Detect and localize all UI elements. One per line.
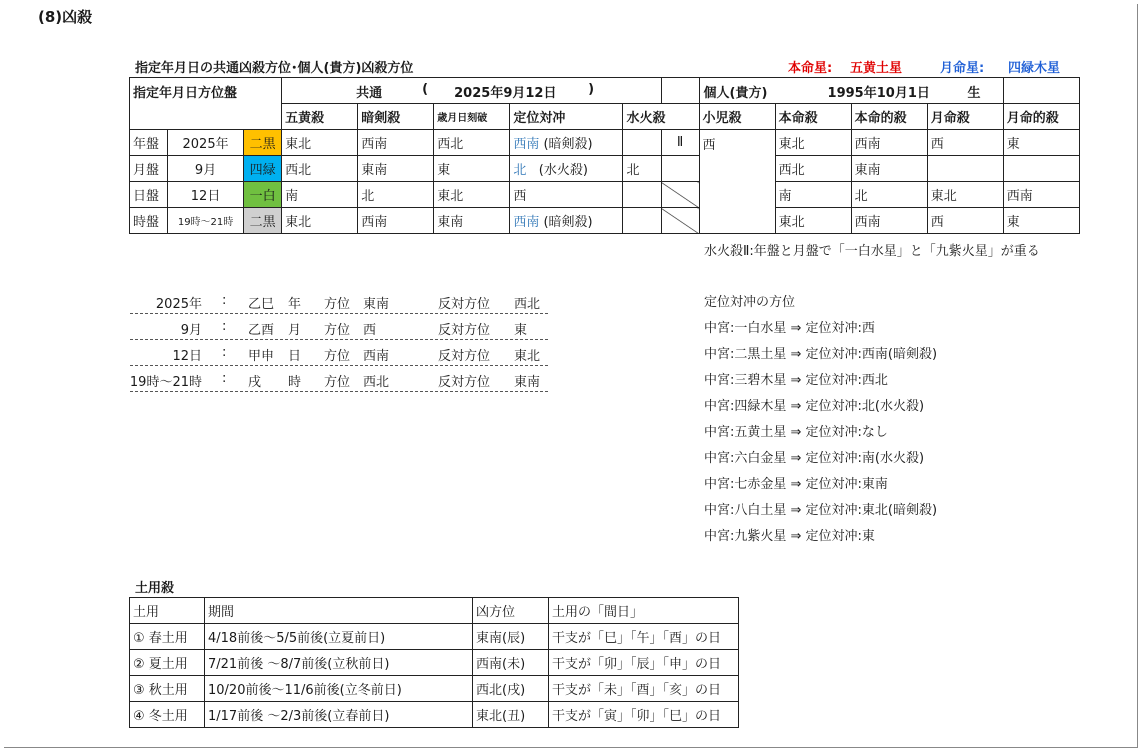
saigetsuha-cell: 東南 xyxy=(434,208,510,234)
doyo-header-row xyxy=(130,598,739,624)
teii-list-item: 中宮:六白金星 ⇒ 定位対冲:南(水火殺) xyxy=(704,451,925,466)
suika-cell xyxy=(623,130,661,156)
honmeitekisatsu-cell: 東南 xyxy=(851,156,927,182)
direction-colon: : xyxy=(222,293,227,308)
personal-birth-suffix: 生 xyxy=(967,86,981,101)
ankensatsu-cell: 西南 xyxy=(358,208,434,234)
doyo-mabi: 干支が「未」「酉」「亥」の日 xyxy=(549,676,739,702)
col-header-getsumeitekisatsu: 月命的殺 xyxy=(1003,104,1079,130)
table-row xyxy=(130,702,739,728)
opposite-value: 西北 xyxy=(514,297,541,312)
teii-cell xyxy=(510,208,623,234)
col-header-saigetsuha: 歳月日刻破 xyxy=(434,104,510,130)
suika-cell xyxy=(623,182,661,208)
suika-type-cell: Ⅱ xyxy=(661,130,699,156)
direction-row xyxy=(130,341,548,366)
row-value: 19時～21時 xyxy=(168,208,244,234)
teii-direction: 西南 xyxy=(513,215,540,230)
table-row xyxy=(130,208,1080,234)
getsumeisatsu-cell: 西 xyxy=(927,208,1003,234)
teii-cell: 西 xyxy=(510,182,623,208)
opposite-label: 反対方位 xyxy=(438,297,491,312)
doyo-name: ④ 冬土用 xyxy=(130,702,205,728)
doyo-direction: 東北(丑) xyxy=(473,702,549,728)
direction-row xyxy=(130,315,548,340)
teii-cell xyxy=(510,156,623,182)
row-label: 時盤 xyxy=(130,208,168,234)
row-value: 9月 xyxy=(168,156,244,182)
honmeisatsu-cell: 東北 xyxy=(775,208,851,234)
diagonal-slash-cell xyxy=(661,208,699,234)
teii-direction: 北 xyxy=(513,163,527,178)
doyo-direction: 西南(未) xyxy=(473,650,549,676)
doyo-direction: 東南(辰) xyxy=(473,624,549,650)
ankensatsu-cell: 西南 xyxy=(358,130,434,156)
direction-value: 西北 xyxy=(363,375,390,390)
teii-list-item: 中宮:九紫火星 ⇒ 定位対冲:東 xyxy=(704,529,875,544)
opposite-label: 反対方位 xyxy=(438,323,491,338)
table-row xyxy=(130,624,739,650)
teii-note: (暗剣殺) xyxy=(543,215,593,230)
shounisatsu-cell: 西 xyxy=(699,130,775,234)
direction-kanshi: 乙酉 xyxy=(248,323,275,338)
teii-list-item: 中宮:三碧木星 ⇒ 定位対冲:西北 xyxy=(704,373,888,388)
teii-list-item: 中宮:七赤金星 ⇒ 定位対冲:東南 xyxy=(704,477,888,492)
center-star: 二黒 xyxy=(244,208,282,234)
direction-label: 方位 xyxy=(324,297,351,312)
doyo-col-name: 土用 xyxy=(130,598,205,624)
direction-value: 西南 xyxy=(363,349,390,364)
getsumeitekisatsu-cell xyxy=(1003,156,1079,182)
doyo-mabi: 干支が「卯」「辰」「申」の日 xyxy=(549,650,739,676)
doyo-title: 土用殺 xyxy=(135,581,175,596)
direction-unit: 時 xyxy=(288,375,302,390)
suika-type-cell xyxy=(661,156,699,182)
direction-unit: 月 xyxy=(288,323,302,338)
personal-birth: 1995年10月1日 xyxy=(827,86,930,101)
goousatsu-cell: 東北 xyxy=(282,130,358,156)
common-label: 共通 xyxy=(356,86,383,101)
row-label: 月盤 xyxy=(130,156,168,182)
section-title: (8)凶殺 xyxy=(38,8,93,26)
opposite-value: 東 xyxy=(514,323,528,338)
doyo-col-direction: 凶方位 xyxy=(473,598,549,624)
direction-unit: 日 xyxy=(288,349,302,364)
direction-colon: : xyxy=(222,371,227,386)
header-empty-cell xyxy=(1003,78,1079,104)
table-row xyxy=(130,156,1080,182)
direction-value: 東南 xyxy=(363,297,390,312)
direction-period: 12日 xyxy=(172,349,202,364)
direction-period: 9月 xyxy=(180,323,202,338)
doyo-name: ② 夏土用 xyxy=(130,650,205,676)
teii-note: (暗剣殺) xyxy=(543,137,593,152)
row-value: 12日 xyxy=(168,182,244,208)
table-row xyxy=(130,676,739,702)
common-header xyxy=(282,78,661,104)
col-header-getsumeisatsu: 月命殺 xyxy=(927,104,1003,130)
doyo-name: ① 春土用 xyxy=(130,624,205,650)
opposite-value: 東南 xyxy=(514,375,541,390)
teii-direction: 西南 xyxy=(513,137,540,152)
doyo-mabi: 干支が「寅」「卯」「巳」の日 xyxy=(549,702,739,728)
center-star: 一白 xyxy=(244,182,282,208)
opposite-label: 反対方位 xyxy=(438,349,491,364)
doyo-direction: 西北(戌) xyxy=(473,676,549,702)
getsumeisatsu-cell: 東北 xyxy=(927,182,1003,208)
doyo-period: 10/20前後～11/6前後(立冬前日) xyxy=(205,676,473,702)
table-row xyxy=(130,130,1080,156)
kyousatsu-table xyxy=(129,77,1080,234)
doyo-period: 1/17前後 ～2/3前後(立春前日) xyxy=(205,702,473,728)
common-paren-open: ( xyxy=(422,82,429,97)
col-header-honmeisatsu: 本命殺 xyxy=(775,104,851,130)
table-row xyxy=(130,182,1080,208)
col-header-goousatsu: 五黄殺 xyxy=(282,104,358,130)
direction-label: 方位 xyxy=(324,349,351,364)
teii-cell xyxy=(510,130,623,156)
direction-row xyxy=(130,289,548,314)
personal-header xyxy=(699,78,1003,104)
suika-note: 水火殺Ⅱ:年盤と月盤で「一白水星」と「九紫火星」が重る xyxy=(704,244,1040,259)
col-header-teii-taichuu: 定位対冲 xyxy=(510,104,623,130)
getsumei-value: 四緑木星 xyxy=(1008,61,1061,76)
teii-list-item: 中宮:一白水星 ⇒ 定位対冲:西 xyxy=(704,321,875,336)
center-star: 四緑 xyxy=(244,156,282,182)
row-label: 日盤 xyxy=(130,182,168,208)
honmei-label: 本命星: xyxy=(788,61,833,76)
doyo-table xyxy=(129,597,739,728)
goousatsu-cell: 東北 xyxy=(282,208,358,234)
doyo-period: 7/21前後 ～8/7前後(立秋前日) xyxy=(205,650,473,676)
doyo-col-period: 期間 xyxy=(205,598,473,624)
getsumeitekisatsu-cell: 西南 xyxy=(1003,182,1079,208)
center-star: 二黒 xyxy=(244,130,282,156)
honmeisatsu-cell: 南 xyxy=(775,182,851,208)
doyo-col-mabi: 土用の「間日」 xyxy=(549,598,739,624)
getsumeisatsu-cell xyxy=(927,156,1003,182)
getsumeitekisatsu-cell: 東 xyxy=(1003,130,1079,156)
col-header-shounisatsu: 小児殺 xyxy=(699,104,775,130)
getsumeisatsu-cell: 西 xyxy=(927,130,1003,156)
ankensatsu-cell: 東南 xyxy=(358,156,434,182)
honmeitekisatsu-cell: 北 xyxy=(851,182,927,208)
direction-kanshi: 戌 xyxy=(248,375,262,390)
teii-note: (水火殺) xyxy=(538,163,588,178)
corner-label: 指定年月日方位盤 xyxy=(130,78,282,130)
opposite-value: 東北 xyxy=(514,349,541,364)
teii-list-item: 中宮:四緑木星 ⇒ 定位対冲:北(水火殺) xyxy=(704,399,925,414)
col-header-suikasatsu: 水火殺 xyxy=(623,104,699,130)
col-header-ankensatsu: 暗剣殺 xyxy=(358,104,434,130)
teii-list-item: 中宮:二黒土星 ⇒ 定位対冲:西南(暗剣殺) xyxy=(704,347,938,362)
honmeitekisatsu-cell: 西南 xyxy=(851,208,927,234)
honmeitekisatsu-cell: 西南 xyxy=(851,130,927,156)
goousatsu-cell: 西北 xyxy=(282,156,358,182)
direction-period: 2025年 xyxy=(155,297,202,312)
direction-kanshi: 乙巳 xyxy=(248,297,275,312)
direction-label: 方位 xyxy=(324,375,351,390)
main-caption: 指定年月日の共通凶殺方位･個人(貴方)凶殺方位 xyxy=(135,61,414,76)
saigetsuha-cell: 東北 xyxy=(434,182,510,208)
direction-label: 方位 xyxy=(324,323,351,338)
saigetsuha-cell: 西北 xyxy=(434,130,510,156)
opposite-label: 反対方位 xyxy=(438,375,491,390)
diagonal-slash-cell xyxy=(661,182,699,208)
direction-kanshi: 甲申 xyxy=(248,349,275,364)
header-empty-cell xyxy=(661,78,699,104)
personal-label: 個人(貴方) xyxy=(703,86,768,101)
goousatsu-cell: 南 xyxy=(282,182,358,208)
direction-unit: 年 xyxy=(288,297,302,312)
honmei-value: 五黄土星 xyxy=(850,61,903,76)
teii-title: 定位対冲の方位 xyxy=(704,295,796,310)
col-header-honmeitekisatsu: 本命的殺 xyxy=(851,104,927,130)
row-value: 2025年 xyxy=(168,130,244,156)
common-paren-close: ) xyxy=(588,82,595,97)
direction-period: 19時～21時 xyxy=(129,375,202,390)
direction-value: 西 xyxy=(363,323,377,338)
getsumeitekisatsu-cell: 東 xyxy=(1003,208,1079,234)
getsumei-label: 月命星: xyxy=(940,61,985,76)
honmeisatsu-cell: 東北 xyxy=(775,130,851,156)
honmeisatsu-cell: 西北 xyxy=(775,156,851,182)
table-row xyxy=(130,650,739,676)
teii-list-item: 中宮:五黄土星 ⇒ 定位対冲:なし xyxy=(704,425,888,440)
direction-colon: : xyxy=(222,319,227,334)
table-header-row-1 xyxy=(130,78,1080,104)
ankensatsu-cell: 北 xyxy=(358,182,434,208)
suika-cell xyxy=(623,208,661,234)
doyo-name: ③ 秋土用 xyxy=(130,676,205,702)
suika-cell: 北 xyxy=(623,156,661,182)
direction-row xyxy=(130,367,548,392)
doyo-mabi: 干支が「巳」「午」「酉」の日 xyxy=(549,624,739,650)
saigetsuha-cell: 東 xyxy=(434,156,510,182)
row-label: 年盤 xyxy=(130,130,168,156)
common-date: 2025年9月12日 xyxy=(454,86,557,101)
doyo-period: 4/18前後～5/5前後(立夏前日) xyxy=(205,624,473,650)
direction-colon: : xyxy=(222,345,227,360)
teii-list-item: 中宮:八白土星 ⇒ 定位対冲:東北(暗剣殺) xyxy=(704,503,938,518)
